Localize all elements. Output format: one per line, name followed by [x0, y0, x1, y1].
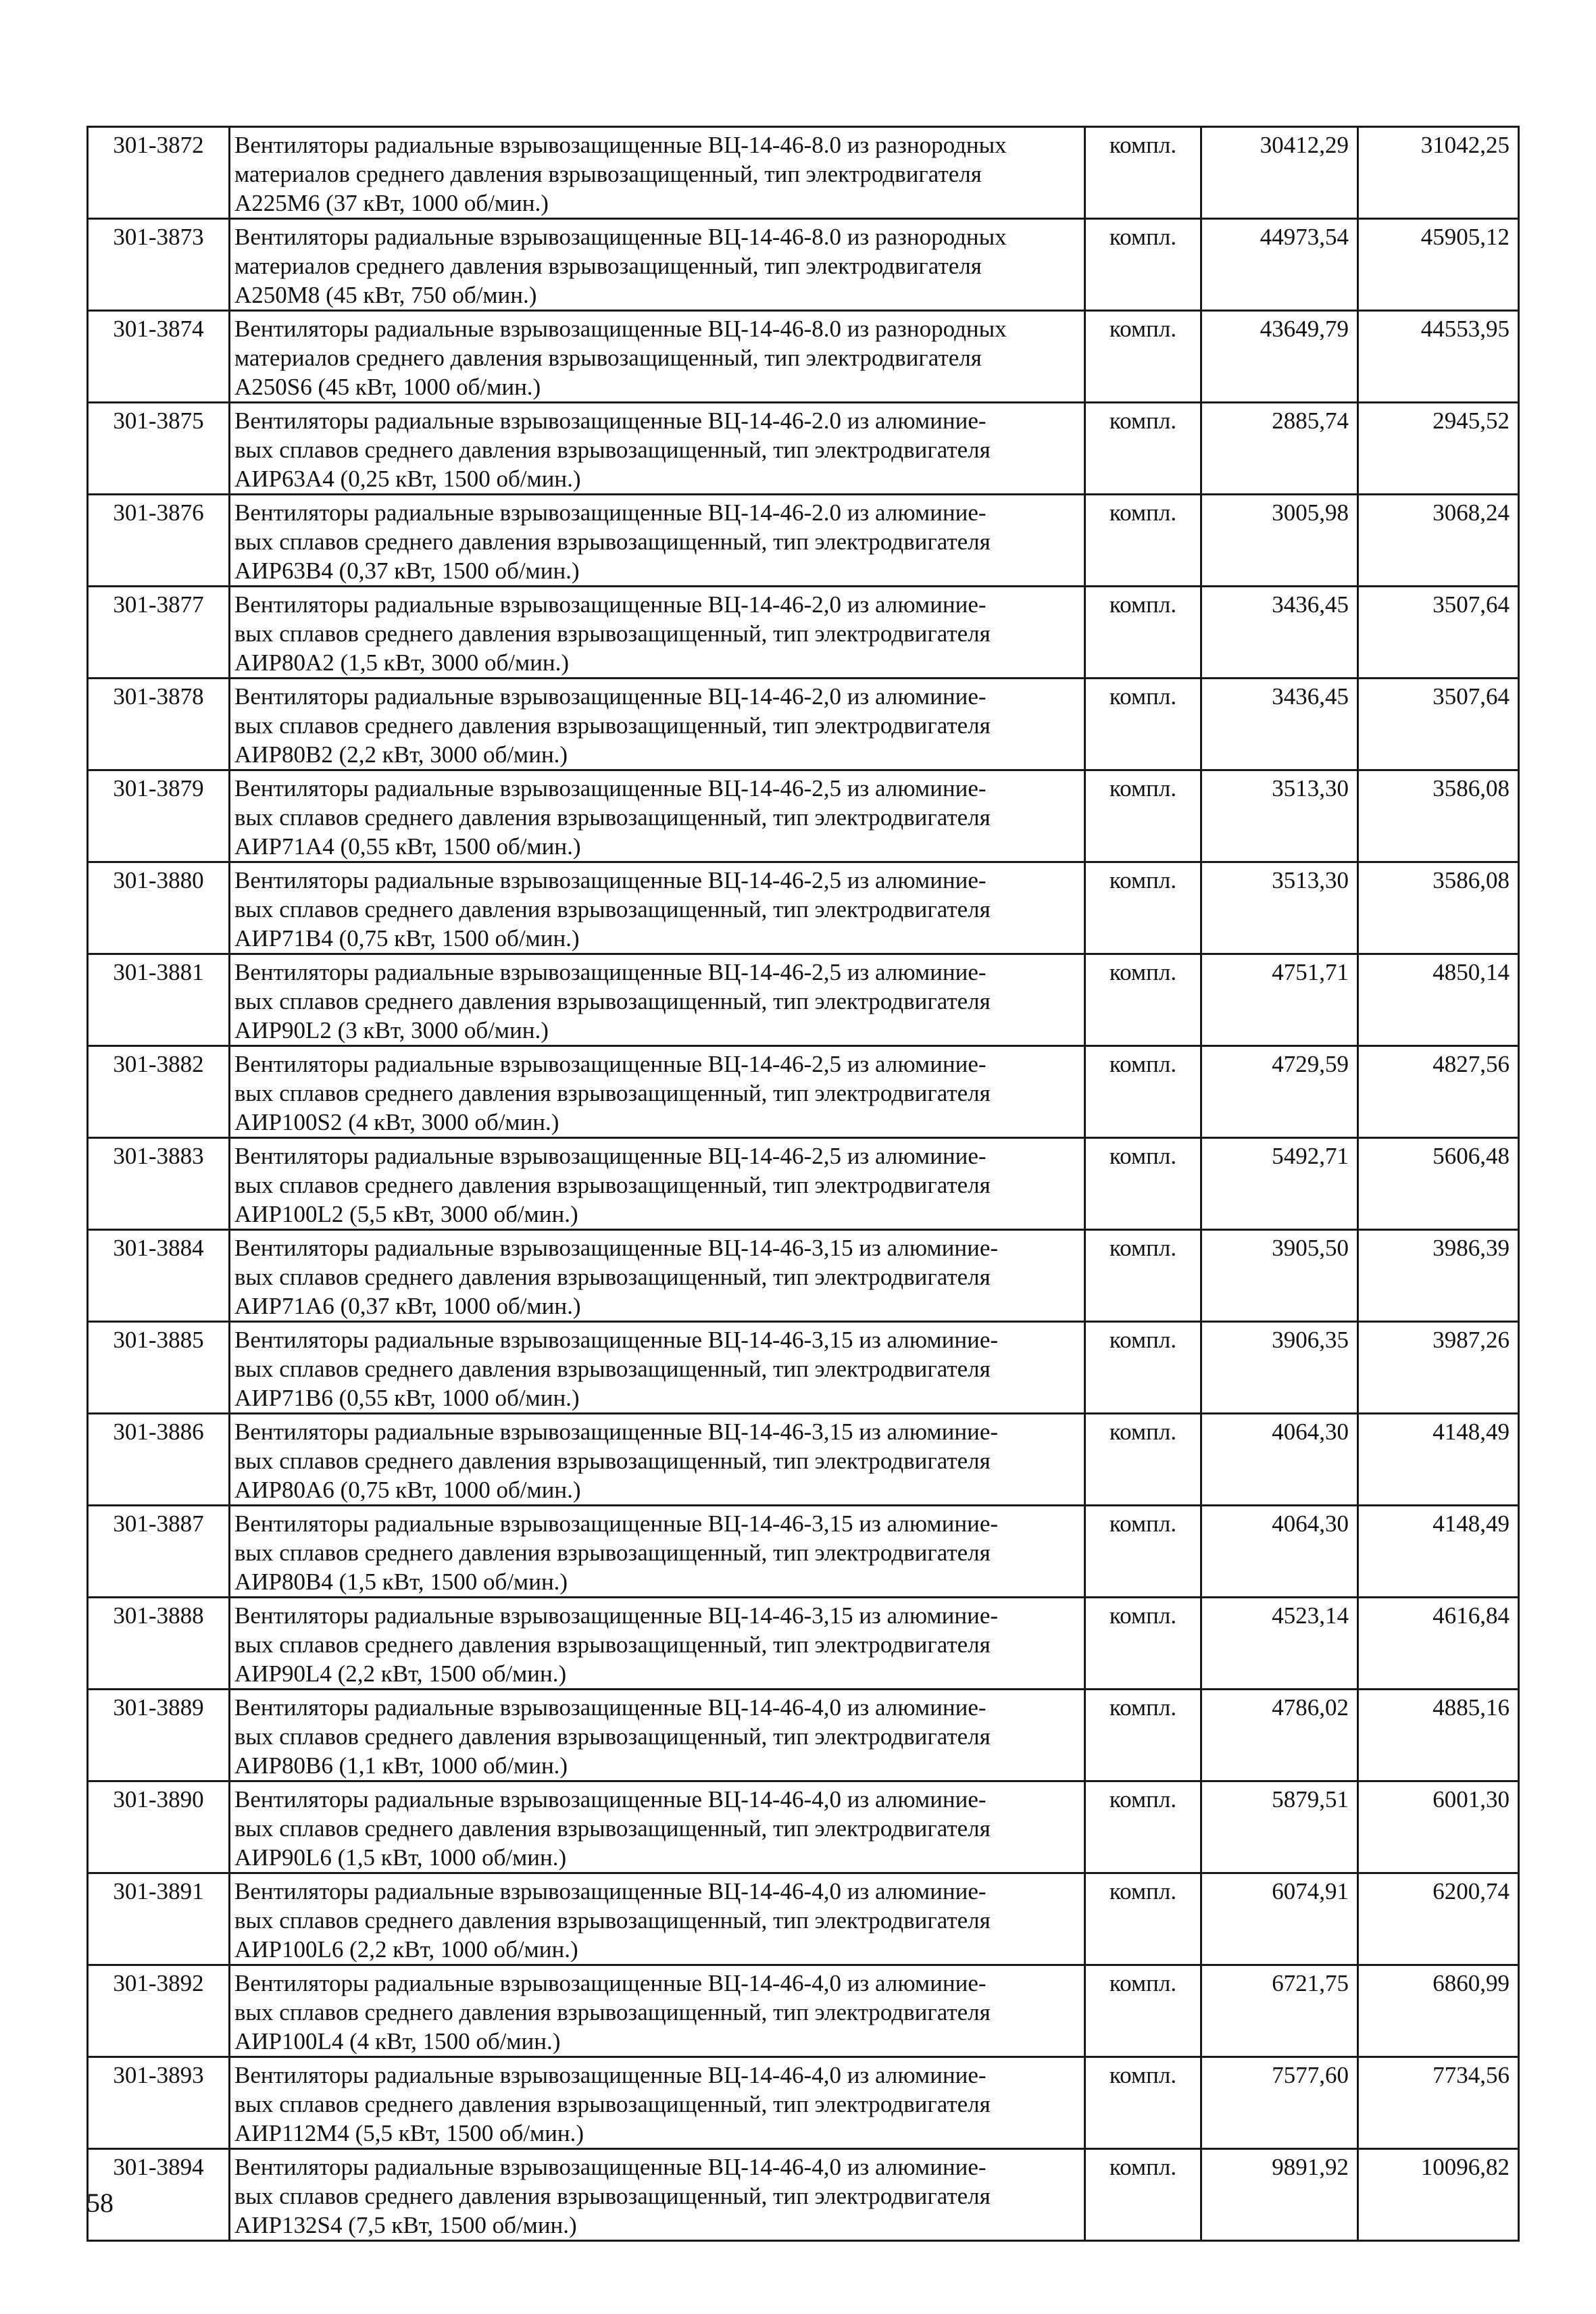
description-line: вых сплавов среднего давления взрывозащищенный, тип электродвигателя	[234, 1172, 991, 1198]
item-code-cell: 301-3891	[88, 1873, 230, 1965]
price-with-tax-cell: 31042,25	[1358, 127, 1519, 219]
price-with-tax-cell: 4850,14	[1358, 954, 1519, 1046]
price-cell: 44973,54	[1201, 219, 1358, 311]
price-cell: 5879,51	[1201, 1781, 1358, 1873]
description-line: АИР71А6 (0,37 кВт, 1000 об/мин.)	[234, 1293, 581, 1319]
description-line: Вентиляторы радиальные взрывозащищенные ВЦ-14-46-4,0 из алюминие-	[234, 1786, 987, 1813]
item-description-cell	[230, 1506, 1085, 1598]
description-line: вых сплавов среднего давления взрывозащищенный, тип электродвигателя	[234, 437, 991, 463]
table-row	[88, 1965, 1519, 2057]
description-line: А250М8 (45 кВт, 750 об/мин.)	[234, 282, 537, 308]
table-row	[88, 679, 1519, 770]
item-code-cell: 301-3875	[88, 403, 230, 495]
description-line: АИР100L2 (5,5 кВт, 3000 об/мин.)	[234, 1201, 578, 1227]
unit-cell: компл.	[1085, 311, 1201, 403]
unit-cell: компл.	[1085, 127, 1201, 219]
description-line: вых сплавов среднего давления взрывозащищенный, тип электродвигателя	[234, 1815, 991, 1842]
unit-cell: компл.	[1085, 1781, 1201, 1873]
description-line: АИР80В6 (1,1 кВт, 1000 об/мин.)	[234, 1752, 568, 1779]
table-row	[88, 1414, 1519, 1506]
unit-cell: компл.	[1085, 403, 1201, 495]
description-line: АИР100L4 (4 кВт, 1500 об/мин.)	[234, 2028, 561, 2054]
item-description-cell	[230, 770, 1085, 862]
price-cell: 3436,45	[1201, 679, 1358, 770]
table-row	[88, 1322, 1519, 1414]
item-code-cell: 301-3873	[88, 219, 230, 311]
item-code-cell: 301-3884	[88, 1230, 230, 1322]
table-row	[88, 403, 1519, 495]
description-line: АИР71А4 (0,55 кВт, 1500 об/мин.)	[234, 833, 581, 860]
price-with-tax-cell: 4148,49	[1358, 1414, 1519, 1506]
item-code-cell: 301-3882	[88, 1046, 230, 1138]
item-code-cell: 301-3872	[88, 127, 230, 219]
table-body	[88, 127, 1519, 2241]
description-line: материалов среднего давления взрывозащищенный, тип электродвигателя	[234, 345, 982, 371]
description-line: вых сплавов среднего давления взрывозащищенный, тип электродвигателя	[234, 1540, 991, 1566]
price-cell: 43649,79	[1201, 311, 1358, 403]
item-code-cell: 301-3878	[88, 679, 230, 770]
table-row	[88, 1598, 1519, 1690]
description-line: АИР112М4 (5,5 кВт, 1500 об/мин.)	[234, 2120, 584, 2146]
price-with-tax-cell: 3507,64	[1358, 587, 1519, 679]
price-cell: 4729,59	[1201, 1046, 1358, 1138]
unit-cell: компл.	[1085, 1414, 1201, 1506]
unit-cell: компл.	[1085, 679, 1201, 770]
item-code-cell: 301-3894	[88, 2149, 230, 2241]
item-description-cell	[230, 127, 1085, 219]
description-line: вых сплавов среднего давления взрывозащищенный, тип электродвигателя	[234, 896, 991, 922]
price-with-tax-cell: 4885,16	[1358, 1690, 1519, 1781]
description-line: Вентиляторы радиальные взрывозащищенные ВЦ-14-46-4,0 из алюминие-	[234, 1694, 987, 1721]
unit-cell: компл.	[1085, 2149, 1201, 2241]
price-with-tax-cell: 10096,82	[1358, 2149, 1519, 2241]
price-with-tax-cell: 3986,39	[1358, 1230, 1519, 1322]
table-row	[88, 1690, 1519, 1781]
price-with-tax-cell: 6860,99	[1358, 1965, 1519, 2057]
price-cell: 4064,30	[1201, 1506, 1358, 1598]
item-description-cell	[230, 587, 1085, 679]
description-line: Вентиляторы радиальные взрывозащищенные ВЦ-14-46-2,5 из алюминие-	[234, 1051, 987, 1077]
table-row	[88, 1873, 1519, 1965]
price-cell: 30412,29	[1201, 127, 1358, 219]
price-with-tax-cell: 2945,52	[1358, 403, 1519, 495]
description-line: вых сплавов среднего давления взрывозащищенный, тип электродвигателя	[234, 1723, 991, 1750]
price-cell: 6074,91	[1201, 1873, 1358, 1965]
price-table	[86, 126, 1520, 2242]
price-with-tax-cell: 7734,56	[1358, 2057, 1519, 2149]
price-with-tax-cell: 6200,74	[1358, 1873, 1519, 1965]
description-line: АИР100L6 (2,2 кВт, 1000 об/мин.)	[234, 1936, 578, 1963]
item-description-cell	[230, 679, 1085, 770]
description-line: АИР100S2 (4 кВт, 3000 об/мин.)	[234, 1109, 559, 1135]
price-cell: 2885,74	[1201, 403, 1358, 495]
description-line: вых сплавов среднего давления взрывозащищенный, тип электродвигателя	[234, 1264, 991, 1290]
description-line: вых сплавов среднего давления взрывозащищенный, тип электродвигателя	[234, 1631, 991, 1658]
price-cell: 3513,30	[1201, 770, 1358, 862]
description-line: Вентиляторы радиальные взрывозащищенные ВЦ-14-46-2,0 из алюминие-	[234, 683, 987, 710]
unit-cell: компл.	[1085, 1138, 1201, 1230]
item-code-cell: 301-3892	[88, 1965, 230, 2057]
description-line: Вентиляторы радиальные взрывозащищенные ВЦ-14-46-2,5 из алюминие-	[234, 959, 987, 985]
description-line: вых сплавов среднего давления взрывозащищенный, тип электродвигателя	[234, 988, 991, 1014]
description-line: вых сплавов среднего давления взрывозащищенный, тип электродвигателя	[234, 2183, 991, 2209]
item-code-cell: 301-3876	[88, 495, 230, 587]
price-with-tax-cell: 3068,24	[1358, 495, 1519, 587]
description-line: Вентиляторы радиальные взрывозащищенные ВЦ-14-46-2,5 из алюминие-	[234, 775, 987, 802]
table-row	[88, 587, 1519, 679]
description-line: вых сплавов среднего давления взрывозащищенный, тип электродвигателя	[234, 528, 991, 555]
description-line: Вентиляторы радиальные взрывозащищенные ВЦ-14-46-3,15 из алюминие-	[234, 1235, 999, 1261]
item-description-cell	[230, 2057, 1085, 2149]
description-line: вых сплавов среднего давления взрывозащищенный, тип электродвигателя	[234, 1907, 991, 1934]
unit-cell: компл.	[1085, 862, 1201, 954]
price-cell: 3906,35	[1201, 1322, 1358, 1414]
item-code-cell: 301-3890	[88, 1781, 230, 1873]
unit-cell: компл.	[1085, 1873, 1201, 1965]
description-line: АИР80А6 (0,75 кВт, 1000 об/мин.)	[234, 1477, 581, 1503]
table-row	[88, 495, 1519, 587]
table-row	[88, 862, 1519, 954]
unit-cell: компл.	[1085, 1230, 1201, 1322]
price-cell: 4523,14	[1201, 1598, 1358, 1690]
price-cell: 7577,60	[1201, 2057, 1358, 2149]
description-line: Вентиляторы радиальные взрывозащищенные ВЦ-14-46-3,15 из алюминие-	[234, 1602, 999, 1629]
description-line: АИР63В4 (0,37 кВт, 1500 об/мин.)	[234, 558, 580, 584]
price-with-tax-cell: 3586,08	[1358, 862, 1519, 954]
description-line: Вентиляторы радиальные взрывозащищенные ВЦ-14-46-8.0 из разнородных	[234, 316, 1007, 342]
item-description-cell	[230, 2149, 1085, 2241]
price-cell: 6721,75	[1201, 1965, 1358, 2057]
item-code-cell: 301-3877	[88, 587, 230, 679]
description-line: АИР132S4 (7,5 кВт, 1500 об/мин.)	[234, 2212, 577, 2238]
description-line: вых сплавов среднего давления взрывозащищенный, тип электродвигателя	[234, 712, 991, 739]
item-description-cell	[230, 1414, 1085, 1506]
description-line: вых сплавов среднего давления взрывозащищенный, тип электродвигателя	[234, 2091, 991, 2117]
item-description-cell	[230, 1690, 1085, 1781]
description-line: АИР80А2 (1,5 кВт, 3000 об/мин.)	[234, 649, 570, 676]
table-row	[88, 2149, 1519, 2241]
item-description-cell	[230, 311, 1085, 403]
table-row	[88, 219, 1519, 311]
description-line: АИР90L6 (1,5 кВт, 1000 об/мин.)	[234, 1844, 567, 1871]
description-line: Вентиляторы радиальные взрывозащищенные ВЦ-14-46-2,5 из алюминие-	[234, 1143, 987, 1169]
description-line: АИР80В4 (1,5 кВт, 1500 об/мин.)	[234, 1569, 568, 1595]
item-code-cell: 301-3885	[88, 1322, 230, 1414]
description-line: материалов среднего давления взрывозащищенный, тип электродвигателя	[234, 161, 982, 187]
item-code-cell: 301-3880	[88, 862, 230, 954]
description-line: АИР90L2 (3 кВт, 3000 об/мин.)	[234, 1017, 549, 1043]
unit-cell: компл.	[1085, 587, 1201, 679]
table-row	[88, 1138, 1519, 1230]
description-line: Вентиляторы радиальные взрывозащищенные ВЦ-14-46-4,0 из алюминие-	[234, 1878, 987, 1904]
description-line: вых сплавов среднего давления взрывозащищенный, тип электродвигателя	[234, 1448, 991, 1474]
price-with-tax-cell: 3987,26	[1358, 1322, 1519, 1414]
item-description-cell	[230, 1873, 1085, 1965]
unit-cell: компл.	[1085, 1046, 1201, 1138]
description-line: вых сплавов среднего давления взрывозащищенный, тип электродвигателя	[234, 1080, 991, 1106]
item-code-cell: 301-3874	[88, 311, 230, 403]
unit-cell: компл.	[1085, 770, 1201, 862]
item-code-cell: 301-3889	[88, 1690, 230, 1781]
item-description-cell	[230, 1965, 1085, 2057]
item-code-cell: 301-3888	[88, 1598, 230, 1690]
unit-cell: компл.	[1085, 1322, 1201, 1414]
description-line: материалов среднего давления взрывозащищенный, тип электродвигателя	[234, 253, 982, 279]
price-cell: 9891,92	[1201, 2149, 1358, 2241]
description-line: АИР71В4 (0,75 кВт, 1500 об/мин.)	[234, 925, 580, 952]
item-code-cell: 301-3883	[88, 1138, 230, 1230]
item-description-cell	[230, 1138, 1085, 1230]
description-line: Вентиляторы радиальные взрывозащищенные ВЦ-14-46-8.0 из разнородных	[234, 132, 1007, 158]
price-with-tax-cell: 4148,49	[1358, 1506, 1519, 1598]
item-description-cell	[230, 1230, 1085, 1322]
price-cell: 3436,45	[1201, 587, 1358, 679]
price-with-tax-cell: 44553,95	[1358, 311, 1519, 403]
item-code-cell: 301-3879	[88, 770, 230, 862]
item-description-cell	[230, 219, 1085, 311]
item-code-cell: 301-3887	[88, 1506, 230, 1598]
page-number: 58	[86, 2188, 114, 2218]
price-cell: 4786,02	[1201, 1690, 1358, 1781]
item-description-cell	[230, 1046, 1085, 1138]
description-line: Вентиляторы радиальные взрывозащищенные ВЦ-14-46-2.0 из алюминие-	[234, 499, 987, 526]
item-code-cell: 301-3881	[88, 954, 230, 1046]
unit-cell: компл.	[1085, 1506, 1201, 1598]
price-cell: 3005,98	[1201, 495, 1358, 587]
unit-cell: компл.	[1085, 1690, 1201, 1781]
price-with-tax-cell: 5606,48	[1358, 1138, 1519, 1230]
item-code-cell: 301-3886	[88, 1414, 230, 1506]
description-line: АИР63А4 (0,25 кВт, 1500 об/мин.)	[234, 466, 581, 492]
description-line: Вентиляторы радиальные взрывозащищенные ВЦ-14-46-2,5 из алюминие-	[234, 867, 987, 893]
description-line: вых сплавов среднего давления взрывозащищенный, тип электродвигателя	[234, 1356, 991, 1382]
description-line: Вентиляторы радиальные взрывозащищенные ВЦ-14-46-4,0 из алюминие-	[234, 2062, 987, 2088]
item-code-cell: 301-3893	[88, 2057, 230, 2149]
price-with-tax-cell: 3586,08	[1358, 770, 1519, 862]
table-row	[88, 770, 1519, 862]
description-line: Вентиляторы радиальные взрывозащищенные ВЦ-14-46-3,15 из алюминие-	[234, 1419, 999, 1445]
description-line: Вентиляторы радиальные взрывозащищенные ВЦ-14-46-4,0 из алюминие-	[234, 1970, 987, 1996]
unit-cell: компл.	[1085, 954, 1201, 1046]
description-line: А250S6 (45 кВт, 1000 об/мин.)	[234, 374, 541, 400]
item-description-cell	[230, 1598, 1085, 1690]
description-line: АИР80В2 (2,2 кВт, 3000 об/мин.)	[234, 741, 568, 768]
description-line: Вентиляторы радиальные взрывозащищенные ВЦ-14-46-2,0 из алюминие-	[234, 591, 987, 618]
unit-cell: компл.	[1085, 1965, 1201, 2057]
unit-cell: компл.	[1085, 1598, 1201, 1690]
item-description-cell	[230, 954, 1085, 1046]
description-line: вых сплавов среднего давления взрывозащищенный, тип электродвигателя	[234, 620, 991, 647]
table-row	[88, 127, 1519, 219]
item-description-cell	[230, 1322, 1085, 1414]
description-line: АИР90L4 (2,2 кВт, 1500 об/мин.)	[234, 1660, 567, 1687]
item-description-cell	[230, 495, 1085, 587]
description-line: Вентиляторы радиальные взрывозащищенные ВЦ-14-46-2.0 из алюминие-	[234, 408, 987, 434]
description-line: Вентиляторы радиальные взрывозащищенные ВЦ-14-46-3,15 из алюминие-	[234, 1327, 999, 1353]
description-line: вых сплавов среднего давления взрывозащищенный, тип электродвигателя	[234, 804, 991, 831]
description-line: А225М6 (37 кВт, 1000 об/мин.)	[234, 190, 549, 216]
price-with-tax-cell: 6001,30	[1358, 1781, 1519, 1873]
price-with-tax-cell: 45905,12	[1358, 219, 1519, 311]
description-line: Вентиляторы радиальные взрывозащищенные ВЦ-14-46-4,0 из алюминие-	[234, 2154, 987, 2180]
table-row	[88, 954, 1519, 1046]
price-with-tax-cell: 4616,84	[1358, 1598, 1519, 1690]
table-row	[88, 1781, 1519, 1873]
description-line: Вентиляторы радиальные взрывозащищенные ВЦ-14-46-8.0 из разнородных	[234, 224, 1007, 250]
price-cell: 3513,30	[1201, 862, 1358, 954]
price-with-tax-cell: 3507,64	[1358, 679, 1519, 770]
unit-cell: компл.	[1085, 219, 1201, 311]
price-cell: 3905,50	[1201, 1230, 1358, 1322]
table-row	[88, 1046, 1519, 1138]
price-cell: 4064,30	[1201, 1414, 1358, 1506]
description-line: вых сплавов среднего давления взрывозащищенный, тип электродвигателя	[234, 1999, 991, 2025]
table-row	[88, 1230, 1519, 1322]
table-row	[88, 2057, 1519, 2149]
unit-cell: компл.	[1085, 495, 1201, 587]
item-description-cell	[230, 403, 1085, 495]
item-description-cell	[230, 1781, 1085, 1873]
table-row	[88, 1506, 1519, 1598]
price-cell: 4751,71	[1201, 954, 1358, 1046]
price-cell: 5492,71	[1201, 1138, 1358, 1230]
table-row	[88, 311, 1519, 403]
price-with-tax-cell: 4827,56	[1358, 1046, 1519, 1138]
unit-cell: компл.	[1085, 2057, 1201, 2149]
description-line: Вентиляторы радиальные взрывозащищенные ВЦ-14-46-3,15 из алюминие-	[234, 1510, 999, 1537]
item-description-cell	[230, 862, 1085, 954]
description-line: АИР71В6 (0,55 кВт, 1000 об/мин.)	[234, 1385, 580, 1411]
